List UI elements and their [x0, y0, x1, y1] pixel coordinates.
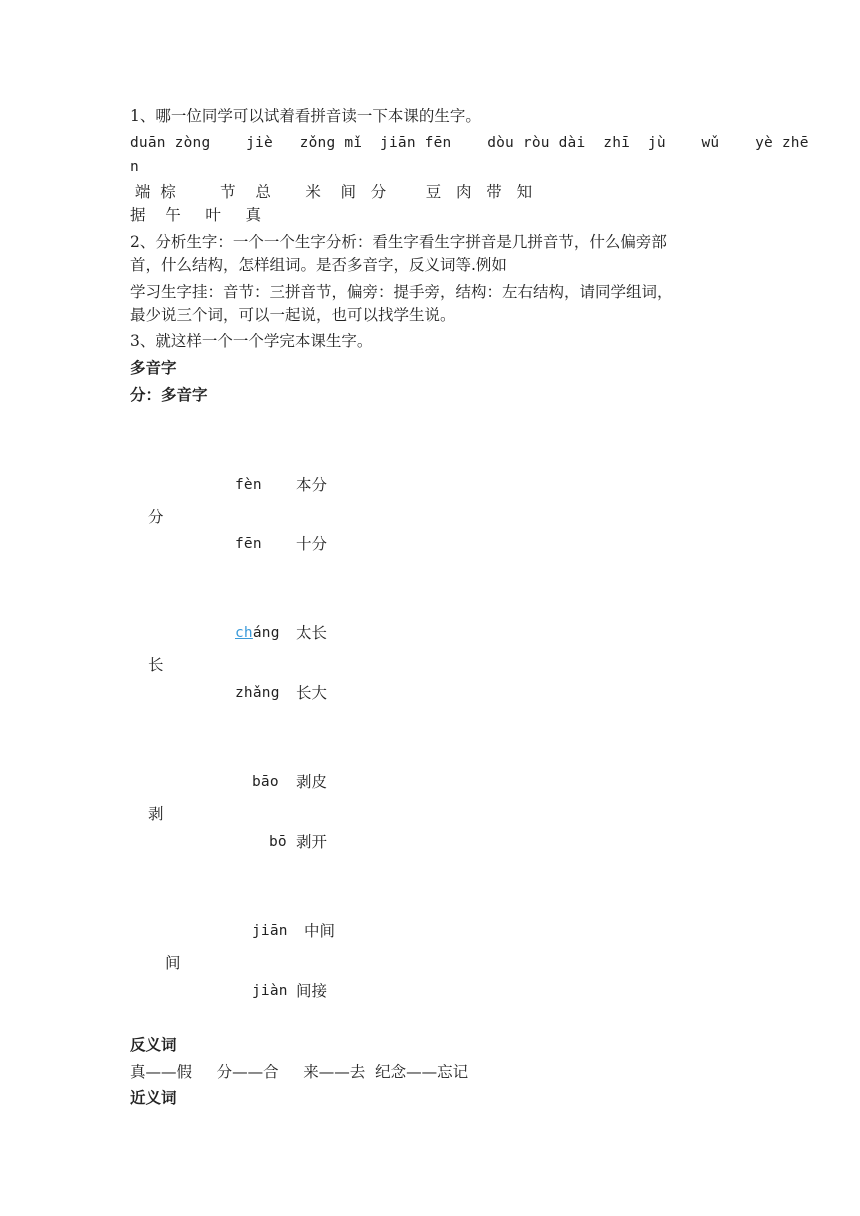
- antonyms-line: 真——假 分——合 来——去 纪念——忘记: [130, 1063, 469, 1081]
- polyphone-word: 太长: [296, 624, 328, 642]
- polyphone-reading: [235, 623, 280, 643]
- heading-antonyms: 反义词: [130, 1036, 177, 1054]
- analysis-paragraph-line-1: 2、分析生字：一个一个生字分析：看生字看生字拼音是几拼音节，什么偏旁部: [130, 233, 667, 251]
- instruction-line-3: 3、就这样一个一个学完本课生字。: [130, 332, 373, 350]
- polyphone-reading: jiān: [252, 923, 288, 939]
- pinyin-row: duān zòng jiè zǒng mǐ jiān fēn dòu ròu dài zhī jù wǔ yè zhē: [130, 135, 809, 151]
- polyphone-reading: fēn: [235, 536, 262, 552]
- polyphone-word: 间接: [296, 982, 328, 1000]
- hyperlink[interactable]: ch: [235, 625, 253, 641]
- polyphone-reading: bō: [269, 834, 287, 850]
- polyphone-word: 长大: [296, 684, 328, 702]
- analysis-paragraph-line-2: 首，什么结构，怎样组词。是否多音字，反义词等.例如: [130, 256, 507, 274]
- instruction-line-1: 1、哪一位同学可以试着看拼音读一下本课的生字。: [130, 107, 481, 125]
- polyphone-word: 剥皮: [296, 773, 328, 791]
- characters-row-wrap: 据 午 叶 真: [130, 206, 261, 224]
- heading-polyphone: 多音字: [130, 359, 177, 377]
- polyphone-word: 十分: [296, 535, 328, 553]
- polyphone-reading: zhǎng: [235, 685, 280, 701]
- polyphone-reading: fèn: [235, 477, 262, 493]
- example-paragraph-line-2: 最少说三个词，可以一起说，也可以找学生说。: [130, 306, 456, 324]
- polyphone-character: 间: [165, 954, 181, 972]
- pinyin-row-wrap: n: [130, 159, 139, 175]
- heading-fen-polyphone: 分：多音字: [130, 386, 208, 404]
- polyphone-reading: bāo: [252, 774, 279, 790]
- polyphone-word: 剥开: [296, 833, 328, 851]
- heading-synonyms: 近义词: [130, 1089, 177, 1107]
- polyphone-character: 剥: [148, 805, 164, 823]
- characters-row: 端 棕 节 总 米 间 分 豆 肉 带 知: [130, 183, 533, 201]
- polyphone-reading: jiàn: [252, 983, 288, 999]
- polyphone-word: 中间: [304, 922, 336, 940]
- example-paragraph-line-1: 学习生字挂：音节：三拼音节，偏旁：提手旁，结构：左右结构，请同学组词，: [130, 283, 673, 301]
- polyphone-character: 长: [148, 656, 164, 674]
- reading-rest: áng: [252, 625, 280, 641]
- polyphone-character: 分: [148, 508, 164, 526]
- polyphone-word: 本分: [296, 476, 328, 494]
